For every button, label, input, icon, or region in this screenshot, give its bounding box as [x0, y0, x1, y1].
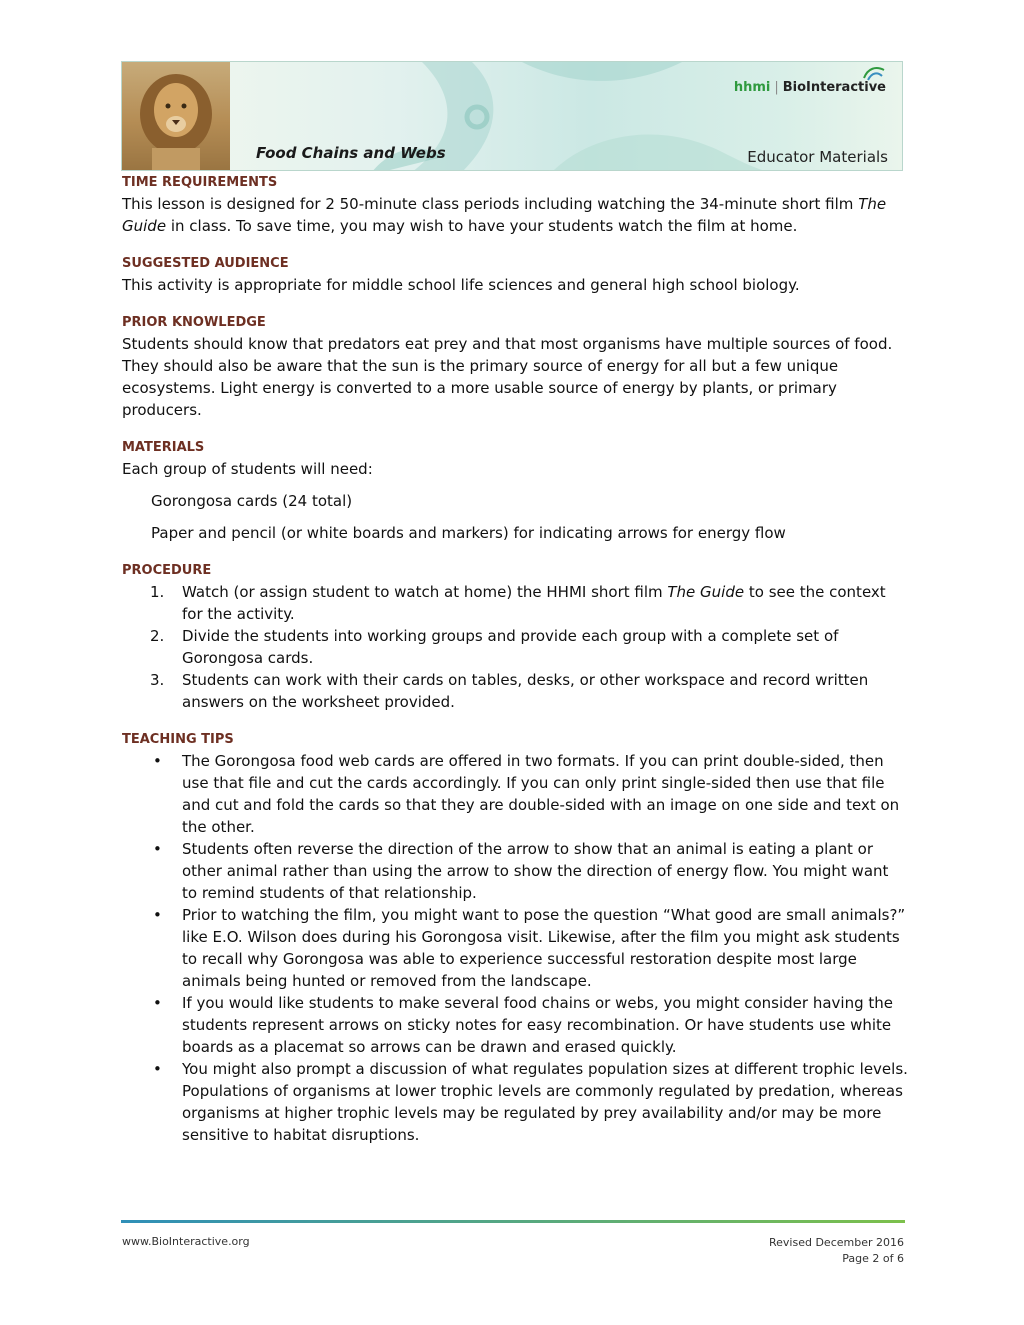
heading-teaching-tips: TEACHING TIPS [122, 732, 234, 747]
list-item: • The Gorongosa food web cards are offered in two formats. If you can print double-sided, then use that file and cut the cards accordingly. If you can only print single-sided then use that file and cut and fold the cards so that they are double-sided with an image on one side and text on the other. [153, 752, 900, 836]
suggested-audience-text: This activity is appropriate for middle school life sciences and general high school biology. [122, 276, 800, 294]
teaching-tips-list [122, 750, 908, 1146]
heading-procedure: PROCEDURE [122, 563, 212, 578]
prior-knowledge-text: Students should know that predators eat prey and that most organisms have multiple sources of food. They should also be aware that the sun is the primary source of energy for all but a few unique ecosystems. Light energy is converted to a more usable source of energy by plants, or primary producers. [122, 335, 893, 419]
list-item: Gorongosa cards (24 total) [151, 492, 353, 510]
list-item: • Prior to watching the film, you might want to pose the question “What good are small animals?” like E.O. Wilson does during his Gorongosa visit. Likewise, after the film you might ask students to recall why Gorongosa was able to experience successful restoration despite most large animals being hunted or removed from the landscape. [153, 906, 906, 990]
list-number: 1. [150, 583, 165, 601]
list-item: 3. Students can work with their cards on tables, desks, or other workspace and record written answers on the worksheet provided. [150, 671, 869, 711]
heading-time-requirements: TIME REQUIREMENTS [122, 175, 278, 190]
heading-materials: MATERIALS [122, 440, 205, 455]
list-item: • You might also prompt a discussion of what regulates population sizes at different trophic levels. Populations of organisms at lower trophic levels are commonly regulated by predation, whereas organisms at higher trophic levels may be regulated by prey availability and/or may be more sensitive to habitat disruptions. [153, 1060, 908, 1144]
document-body [122, 175, 908, 1146]
logo-biointeractive: BioInteractive [782, 80, 886, 95]
document-subtitle: Educator Materials [747, 148, 888, 166]
bullet-icon: • [153, 994, 162, 1012]
logo-separator: | [774, 80, 779, 95]
logo-hhmi: hhmi [733, 80, 771, 95]
heading-prior-knowledge: PRIOR KNOWLEDGE [122, 315, 266, 330]
bullet-icon: • [153, 906, 162, 924]
bullet-icon: • [153, 840, 162, 858]
list-item: 1. Watch (or assign student to watch at home) the HHMI short film The Guide to see the context for the activity. [150, 583, 886, 623]
list-item: Paper and pencil (or white boards and markers) for indicating arrows for energy flow [151, 524, 786, 542]
list-number: 3. [150, 671, 165, 689]
hhmi-biointeractive-logo [734, 80, 886, 95]
footer-url[interactable]: www.BioInteractive.org [122, 1235, 250, 1248]
list-number: 2. [150, 627, 165, 645]
footer-rule [121, 1219, 905, 1225]
revised-date: Revised December 2016 [769, 1236, 904, 1249]
list-item: • If you would like students to make several food chains or webs, you might consider having the students represent arrows on sticky notes for easy recombination. Or have students use white boards as a placemat so arrows can be drawn and erased quickly. [153, 994, 893, 1056]
film-title: The Guide [667, 583, 745, 601]
footer-meta [769, 1235, 904, 1267]
list-item: 2. Divide the students into working groups and provide each group with a complete set of Gorongosa cards. [150, 627, 839, 667]
lion-photo [122, 62, 230, 170]
list-item: • Students often reverse the direction of the arrow to show that an animal is eating a plant or other animal rather than using the arrow to show the direction of energy flow. You might want to remind students of that relationship. [153, 840, 889, 902]
bullet-icon: • [153, 752, 162, 770]
procedure-list [122, 581, 908, 713]
header-banner [121, 61, 903, 171]
bullet-icon: • [153, 1060, 162, 1078]
document-title: Food Chains and Webs [256, 144, 446, 162]
materials-list [122, 490, 908, 544]
materials-intro: Each group of students will need: [122, 460, 373, 478]
time-requirements-text: This lesson is designed for 2 50-minute class periods including watching the 34-minute short film The Guide in class. To save time, you may wish to have your students watch the film at home. [122, 195, 887, 235]
film-title: The Guide [122, 195, 887, 235]
heading-suggested-audience: SUGGESTED AUDIENCE [122, 256, 289, 271]
page-number: Page 2 of 6 [842, 1252, 904, 1265]
